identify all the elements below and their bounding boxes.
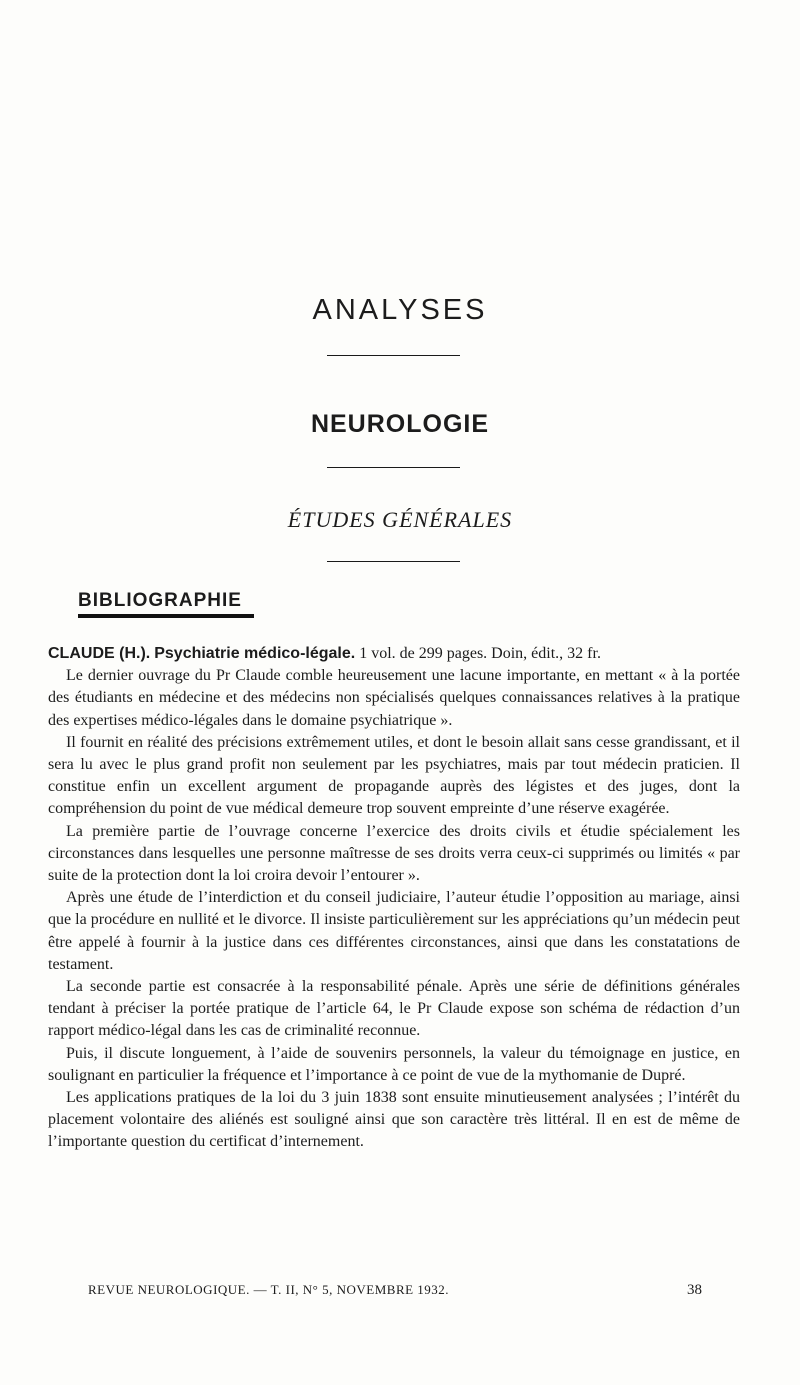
paragraph: Le dernier ouvrage du Pr Claude comble heureusement une lacune importante, en mettant « à la portée des étudiants en médecine et des médecins non spécialisés quelques connaissances relatives à la pratique des expertises médico-légales dans le domaine psychiatrique ». [48,667,740,729]
section-divider [327,355,460,356]
subsection-divider [327,561,460,562]
citation-title: Psychiatrie médico-légale. [154,645,356,662]
page-footer [88,1282,702,1299]
category-underline [78,614,254,618]
paragraph: Il fournit en réalité des précisions extrêmement utiles, et dont le besoin allait sans cesse grandissant, et il sera lu avec le plus grand profit non seulement par les psychiatres, mais par tout médecin praticien. Il constitue enfin un excellent argument de propagande auprès des légistes et des juges, dont la compréhension du point de vue médical demeure trop souvent empreinte d’une réserve exagérée. [48,733,740,818]
page-number: 38 [687,1282,702,1298]
paragraph: La première partie de l’ouvrage concerne l’exercice des droits civils et étudie spécialement les circonstances dans lesquelles une personne maîtresse de ses droits verra ceux-ci supprimés ou limités « par suite de la protection dont la loi croira devoir l’entourer ». [48,822,740,885]
review-body [48,643,740,1154]
section-heading: ANALYSES [312,294,488,326]
paragraph: Puis, il discute longuement, à l’aide de souvenirs personnels, la valeur du témoignage en justice, en soulignant en particulier la fréquence et l’importance à ce point de vue de la mythomanie de Dupré. [48,1044,740,1084]
citation-author: CLAUDE (H.). [48,645,151,662]
paragraph: Après une étude de l’interdiction et du conseil judiciaire, l’auteur étudie l’opposition au mariage, ainsi que la procédure en nullité et le divorce. Il insiste particulièrement sur les appréciations qu’un médecin peut être appelé à fournir à la justice dans ces différentes circonstances, ainsi que dans les constatations de testament. [48,889,740,973]
citation-details: 1 vol. de 299 pages. Doin, édit., 32 fr. [355,645,601,662]
subject-divider [327,467,460,468]
paragraph: La seconde partie est consacrée à la responsabilité pénale. Après une série de définitions générales tendant à préciser la portée pratique de l’article 64, le Pr Claude expose son schéma de rédaction d’un rapport médico-légal dans les cas de criminalité reconnue. [48,978,740,1040]
category-heading: BIBLIOGRAPHIE [78,590,242,611]
subsection-heading: ÉTUDES GÉNÉRALES [287,507,513,532]
subject-heading: NEUROLOGIE [310,410,490,438]
paragraph: Les applications pratiques de la loi du 3 juin 1838 sont ensuite minutieusement analysées ; l’intérêt du placement volontaire des aliénés est souligné ainsi que son caractère très littéral. Il en est de même de l’importante question du certificat d’internement. [48,1089,740,1151]
citation-line [48,643,740,665]
journal-reference: REVUE NEUROLOGIQUE. — T. II, N° 5, NOVEMBRE 1932. [88,1282,450,1297]
